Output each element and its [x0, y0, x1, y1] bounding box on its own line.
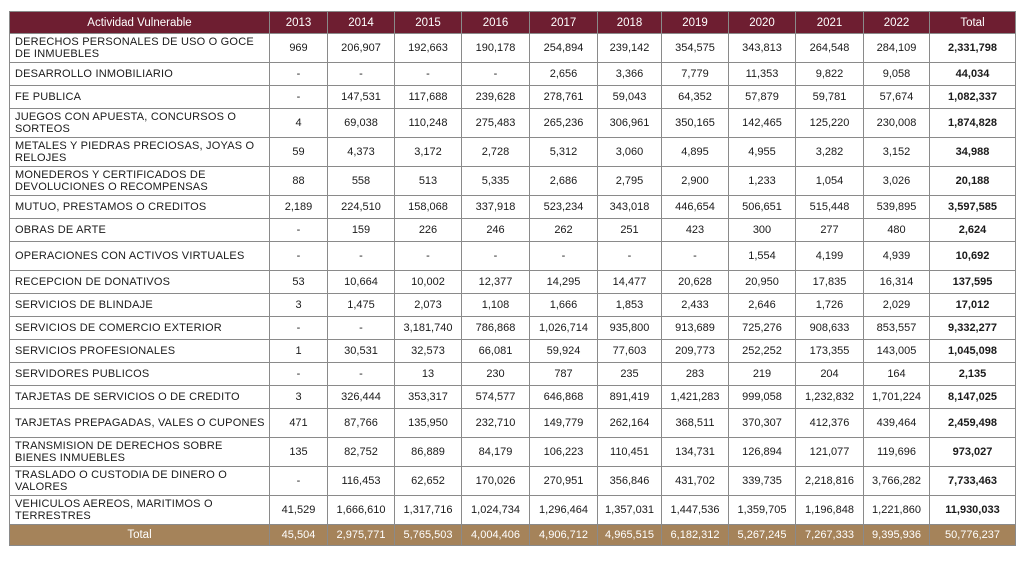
table-row	[10, 109, 1016, 138]
value-cell: -	[270, 63, 328, 86]
value-cell: 523,234	[530, 196, 598, 219]
value-cell: 206,907	[328, 34, 395, 63]
activity-cell: FE PUBLICA	[10, 86, 270, 109]
value-cell: 9,058	[864, 63, 930, 86]
value-cell: 57,879	[729, 86, 796, 109]
value-cell: 368,511	[662, 409, 729, 438]
value-cell: -	[328, 242, 395, 271]
value-cell: 119,696	[864, 438, 930, 467]
activity-cell: VEHICULOS AEREOS, MARITIMOS O TERRESTRES	[10, 496, 270, 525]
value-cell: 2,218,816	[796, 467, 864, 496]
value-cell: 77,603	[598, 340, 662, 363]
value-cell: 12,377	[462, 271, 530, 294]
value-cell: -	[328, 363, 395, 386]
value-cell: 1,024,734	[462, 496, 530, 525]
value-cell: 230,008	[864, 109, 930, 138]
value-cell: 143,005	[864, 340, 930, 363]
table-row	[10, 63, 1016, 86]
year-total-cell: 45,504	[270, 525, 328, 546]
vulnerable-activities-table	[9, 11, 1016, 546]
value-cell: 3,366	[598, 63, 662, 86]
value-cell: 116,453	[328, 467, 395, 496]
value-cell: 1,554	[729, 242, 796, 271]
column-header-2018: 2018	[598, 12, 662, 34]
value-cell: 1,196,848	[796, 496, 864, 525]
row-total-cell: 973,027	[930, 438, 1016, 467]
row-total-cell: 20,188	[930, 167, 1016, 196]
data-table-wrapper	[9, 11, 1015, 546]
value-cell: 209,773	[662, 340, 729, 363]
value-cell: 913,689	[662, 317, 729, 340]
row-total-cell: 44,034	[930, 63, 1016, 86]
value-cell: 3	[270, 386, 328, 409]
value-cell: 2,656	[530, 63, 598, 86]
row-total-cell: 11,930,033	[930, 496, 1016, 525]
value-cell: 574,577	[462, 386, 530, 409]
value-cell: 1,701,224	[864, 386, 930, 409]
value-cell: 786,868	[462, 317, 530, 340]
value-cell: 134,731	[662, 438, 729, 467]
value-cell: 480	[864, 219, 930, 242]
value-cell: 251	[598, 219, 662, 242]
value-cell: 59,781	[796, 86, 864, 109]
value-cell: 412,376	[796, 409, 864, 438]
value-cell: 11,353	[729, 63, 796, 86]
value-cell: 1,726	[796, 294, 864, 317]
column-header-2021: 2021	[796, 12, 864, 34]
value-cell: 350,165	[662, 109, 729, 138]
value-cell: 3	[270, 294, 328, 317]
value-cell: 41,529	[270, 496, 328, 525]
value-cell: 4,955	[729, 138, 796, 167]
header-row	[10, 12, 1016, 34]
value-cell: 59,043	[598, 86, 662, 109]
value-cell: 326,444	[328, 386, 395, 409]
value-cell: 147,531	[328, 86, 395, 109]
value-cell: 69,038	[328, 109, 395, 138]
value-cell: 1,666,610	[328, 496, 395, 525]
value-cell: 5,335	[462, 167, 530, 196]
value-cell: 239,628	[462, 86, 530, 109]
activity-cell: SERVICIOS DE COMERCIO EXTERIOR	[10, 317, 270, 340]
value-cell: 14,477	[598, 271, 662, 294]
value-cell: 337,918	[462, 196, 530, 219]
value-cell: 164	[864, 363, 930, 386]
value-cell: 9,822	[796, 63, 864, 86]
row-total-cell: 9,332,277	[930, 317, 1016, 340]
value-cell: 1,054	[796, 167, 864, 196]
value-cell: 135	[270, 438, 328, 467]
value-cell: 121,077	[796, 438, 864, 467]
value-cell: -	[270, 317, 328, 340]
value-cell: 10,664	[328, 271, 395, 294]
value-cell: 1,359,705	[729, 496, 796, 525]
column-header-2013: 2013	[270, 12, 328, 34]
value-cell: 230	[462, 363, 530, 386]
table-row	[10, 271, 1016, 294]
value-cell: 725,276	[729, 317, 796, 340]
table-row	[10, 386, 1016, 409]
table-row	[10, 34, 1016, 63]
value-cell: 3,172	[395, 138, 462, 167]
value-cell: 59	[270, 138, 328, 167]
value-cell: 3,766,282	[864, 467, 930, 496]
year-total-cell: 6,182,312	[662, 525, 729, 546]
value-cell: 62,652	[395, 467, 462, 496]
value-cell: 558	[328, 167, 395, 196]
value-cell: -	[462, 63, 530, 86]
value-cell: 423	[662, 219, 729, 242]
year-total-cell: 9,395,936	[864, 525, 930, 546]
year-total-cell: 4,965,515	[598, 525, 662, 546]
value-cell: -	[662, 242, 729, 271]
year-total-cell: 7,267,333	[796, 525, 864, 546]
value-cell: 277	[796, 219, 864, 242]
value-cell: 3,026	[864, 167, 930, 196]
value-cell: 5,312	[530, 138, 598, 167]
value-cell: 515,448	[796, 196, 864, 219]
column-header-2016: 2016	[462, 12, 530, 34]
value-cell: 513	[395, 167, 462, 196]
value-cell: 106,223	[530, 438, 598, 467]
row-total-cell: 1,082,337	[930, 86, 1016, 109]
value-cell: 278,761	[530, 86, 598, 109]
value-cell: 4,373	[328, 138, 395, 167]
value-cell: 339,735	[729, 467, 796, 496]
row-total-cell: 10,692	[930, 242, 1016, 271]
value-cell: 4	[270, 109, 328, 138]
row-total-cell: 2,331,798	[930, 34, 1016, 63]
value-cell: 135,950	[395, 409, 462, 438]
activity-cell: SERVIDORES PUBLICOS	[10, 363, 270, 386]
value-cell: 853,557	[864, 317, 930, 340]
value-cell: 431,702	[662, 467, 729, 496]
row-total-cell: 2,624	[930, 219, 1016, 242]
value-cell: 32,573	[395, 340, 462, 363]
value-cell: 1,026,714	[530, 317, 598, 340]
value-cell: 935,800	[598, 317, 662, 340]
value-cell: 283	[662, 363, 729, 386]
value-cell: 1,853	[598, 294, 662, 317]
value-cell: 343,018	[598, 196, 662, 219]
value-cell: -	[328, 63, 395, 86]
value-cell: 300	[729, 219, 796, 242]
value-cell: 891,419	[598, 386, 662, 409]
value-cell: -	[395, 242, 462, 271]
value-cell: 2,900	[662, 167, 729, 196]
value-cell: 306,961	[598, 109, 662, 138]
activity-cell: OBRAS DE ARTE	[10, 219, 270, 242]
value-cell: 232,710	[462, 409, 530, 438]
value-cell: 646,868	[530, 386, 598, 409]
value-cell: 110,451	[598, 438, 662, 467]
value-cell: 1,666	[530, 294, 598, 317]
year-total-cell: 5,765,503	[395, 525, 462, 546]
activity-cell: JUEGOS CON APUESTA, CONCURSOS O SORTEOS	[10, 109, 270, 138]
column-header-2019: 2019	[662, 12, 729, 34]
value-cell: 908,633	[796, 317, 864, 340]
column-header-2014: 2014	[328, 12, 395, 34]
value-cell: 7,779	[662, 63, 729, 86]
value-cell: 254,894	[530, 34, 598, 63]
value-cell: 1,317,716	[395, 496, 462, 525]
table-row	[10, 242, 1016, 271]
column-header-2015: 2015	[395, 12, 462, 34]
value-cell: 10,002	[395, 271, 462, 294]
value-cell: 159	[328, 219, 395, 242]
value-cell: 1,108	[462, 294, 530, 317]
table-row	[10, 219, 1016, 242]
value-cell: 66,081	[462, 340, 530, 363]
value-cell: 4,895	[662, 138, 729, 167]
table-row	[10, 409, 1016, 438]
value-cell: 173,355	[796, 340, 864, 363]
value-cell: 343,813	[729, 34, 796, 63]
activity-cell: SERVICIOS DE BLINDAJE	[10, 294, 270, 317]
value-cell: 239,142	[598, 34, 662, 63]
value-cell: -	[270, 219, 328, 242]
value-cell: 1,232,832	[796, 386, 864, 409]
value-cell: -	[462, 242, 530, 271]
value-cell: 353,317	[395, 386, 462, 409]
table-row	[10, 438, 1016, 467]
value-cell: 3,282	[796, 138, 864, 167]
value-cell: -	[270, 363, 328, 386]
row-total-cell: 8,147,025	[930, 386, 1016, 409]
value-cell: 64,352	[662, 86, 729, 109]
value-cell: 1,447,536	[662, 496, 729, 525]
activity-cell: DERECHOS PERSONALES DE USO O GOCE DE INMUEBLES	[10, 34, 270, 63]
value-cell: 158,068	[395, 196, 462, 219]
value-cell: 4,199	[796, 242, 864, 271]
value-cell: 262,164	[598, 409, 662, 438]
activity-cell: TARJETAS PREPAGADAS, VALES O CUPONES	[10, 409, 270, 438]
value-cell: 1,233	[729, 167, 796, 196]
value-cell: 1,475	[328, 294, 395, 317]
value-cell: 170,026	[462, 467, 530, 496]
row-total-cell: 34,988	[930, 138, 1016, 167]
value-cell: 235	[598, 363, 662, 386]
value-cell: 20,950	[729, 271, 796, 294]
table-row	[10, 363, 1016, 386]
value-cell: 969	[270, 34, 328, 63]
value-cell: 506,651	[729, 196, 796, 219]
activity-cell: MONEDEROS Y CERTIFICADOS DE DEVOLUCIONES O RECOMPENSAS	[10, 167, 270, 196]
column-header-2020: 2020	[729, 12, 796, 34]
value-cell: 219	[729, 363, 796, 386]
value-cell: 370,307	[729, 409, 796, 438]
value-cell: 2,795	[598, 167, 662, 196]
value-cell: 446,654	[662, 196, 729, 219]
row-total-cell: 137,595	[930, 271, 1016, 294]
column-header-total: Total	[930, 12, 1016, 34]
activity-cell: OPERACIONES CON ACTIVOS VIRTUALES	[10, 242, 270, 271]
value-cell: 1	[270, 340, 328, 363]
value-cell: 2,073	[395, 294, 462, 317]
value-cell: -	[530, 242, 598, 271]
value-cell: 1,296,464	[530, 496, 598, 525]
value-cell: 110,248	[395, 109, 462, 138]
year-total-cell: 4,906,712	[530, 525, 598, 546]
value-cell: 53	[270, 271, 328, 294]
value-cell: -	[270, 467, 328, 496]
value-cell: 125,220	[796, 109, 864, 138]
value-cell: 82,752	[328, 438, 395, 467]
row-total-cell: 7,733,463	[930, 467, 1016, 496]
value-cell: 356,846	[598, 467, 662, 496]
column-header-2017: 2017	[530, 12, 598, 34]
activity-cell: TRASLADO O CUSTODIA DE DINERO O VALORES	[10, 467, 270, 496]
value-cell: 16,314	[864, 271, 930, 294]
table-row	[10, 467, 1016, 496]
value-cell: 117,688	[395, 86, 462, 109]
row-total-cell: 1,045,098	[930, 340, 1016, 363]
grand-total-cell: 50,776,237	[930, 525, 1016, 546]
value-cell: 246	[462, 219, 530, 242]
value-cell: 2,646	[729, 294, 796, 317]
value-cell: 275,483	[462, 109, 530, 138]
table-row	[10, 317, 1016, 340]
value-cell: 3,181,740	[395, 317, 462, 340]
row-total-cell: 3,597,585	[930, 196, 1016, 219]
year-total-cell: 5,267,245	[729, 525, 796, 546]
value-cell: 87,766	[328, 409, 395, 438]
value-cell: 1,357,031	[598, 496, 662, 525]
value-cell: 204	[796, 363, 864, 386]
value-cell: 3,152	[864, 138, 930, 167]
value-cell: 84,179	[462, 438, 530, 467]
value-cell: 439,464	[864, 409, 930, 438]
row-total-cell: 2,459,498	[930, 409, 1016, 438]
row-total-cell: 17,012	[930, 294, 1016, 317]
value-cell: -	[270, 86, 328, 109]
value-cell: 224,510	[328, 196, 395, 219]
value-cell: 1,421,283	[662, 386, 729, 409]
value-cell: 192,663	[395, 34, 462, 63]
value-cell: 126,894	[729, 438, 796, 467]
activity-cell: TRANSMISION DE DERECHOS SOBRE BIENES INMUEBLES	[10, 438, 270, 467]
activity-cell: RECEPCION DE DONATIVOS	[10, 271, 270, 294]
value-cell: 3,060	[598, 138, 662, 167]
value-cell: 284,109	[864, 34, 930, 63]
value-cell: 190,178	[462, 34, 530, 63]
column-header-2022: 2022	[864, 12, 930, 34]
activity-cell: MUTUO, PRESTAMOS O CREDITOS	[10, 196, 270, 219]
value-cell: 14,295	[530, 271, 598, 294]
value-cell: 471	[270, 409, 328, 438]
value-cell: 265,236	[530, 109, 598, 138]
value-cell: 539,895	[864, 196, 930, 219]
row-total-cell: 2,135	[930, 363, 1016, 386]
value-cell: 142,465	[729, 109, 796, 138]
value-cell: 2,686	[530, 167, 598, 196]
value-cell: 2,433	[662, 294, 729, 317]
total-label: Total	[10, 525, 270, 546]
year-total-cell: 2,975,771	[328, 525, 395, 546]
table-row	[10, 196, 1016, 219]
value-cell: 20,628	[662, 271, 729, 294]
activity-cell: METALES Y PIEDRAS PRECIOSAS, JOYAS O RELOJES	[10, 138, 270, 167]
table-row	[10, 294, 1016, 317]
table-row	[10, 138, 1016, 167]
year-total-cell: 4,004,406	[462, 525, 530, 546]
column-header-activity: Actividad Vulnerable	[10, 12, 270, 34]
value-cell: -	[395, 63, 462, 86]
table-row	[10, 340, 1016, 363]
value-cell: 57,674	[864, 86, 930, 109]
value-cell: -	[328, 317, 395, 340]
value-cell: 86,889	[395, 438, 462, 467]
activity-cell: TARJETAS DE SERVICIOS O DE CREDITO	[10, 386, 270, 409]
value-cell: 17,835	[796, 271, 864, 294]
table-row	[10, 86, 1016, 109]
value-cell: 264,548	[796, 34, 864, 63]
value-cell: 2,029	[864, 294, 930, 317]
value-cell: 1,221,860	[864, 496, 930, 525]
value-cell: -	[270, 242, 328, 271]
value-cell: 252,252	[729, 340, 796, 363]
value-cell: 999,058	[729, 386, 796, 409]
total-row	[10, 525, 1016, 546]
value-cell: 30,531	[328, 340, 395, 363]
value-cell: 2,728	[462, 138, 530, 167]
value-cell: 149,779	[530, 409, 598, 438]
value-cell: 59,924	[530, 340, 598, 363]
value-cell: 787	[530, 363, 598, 386]
row-total-cell: 1,874,828	[930, 109, 1016, 138]
value-cell: 13	[395, 363, 462, 386]
table-row	[10, 496, 1016, 525]
value-cell: 2,189	[270, 196, 328, 219]
value-cell: 270,951	[530, 467, 598, 496]
activity-cell: DESARROLLO INMOBILIARIO	[10, 63, 270, 86]
value-cell: 4,939	[864, 242, 930, 271]
activity-cell: SERVICIOS PROFESIONALES	[10, 340, 270, 363]
value-cell: 226	[395, 219, 462, 242]
value-cell: 88	[270, 167, 328, 196]
table-row	[10, 167, 1016, 196]
value-cell: 354,575	[662, 34, 729, 63]
value-cell: 262	[530, 219, 598, 242]
value-cell: -	[598, 242, 662, 271]
